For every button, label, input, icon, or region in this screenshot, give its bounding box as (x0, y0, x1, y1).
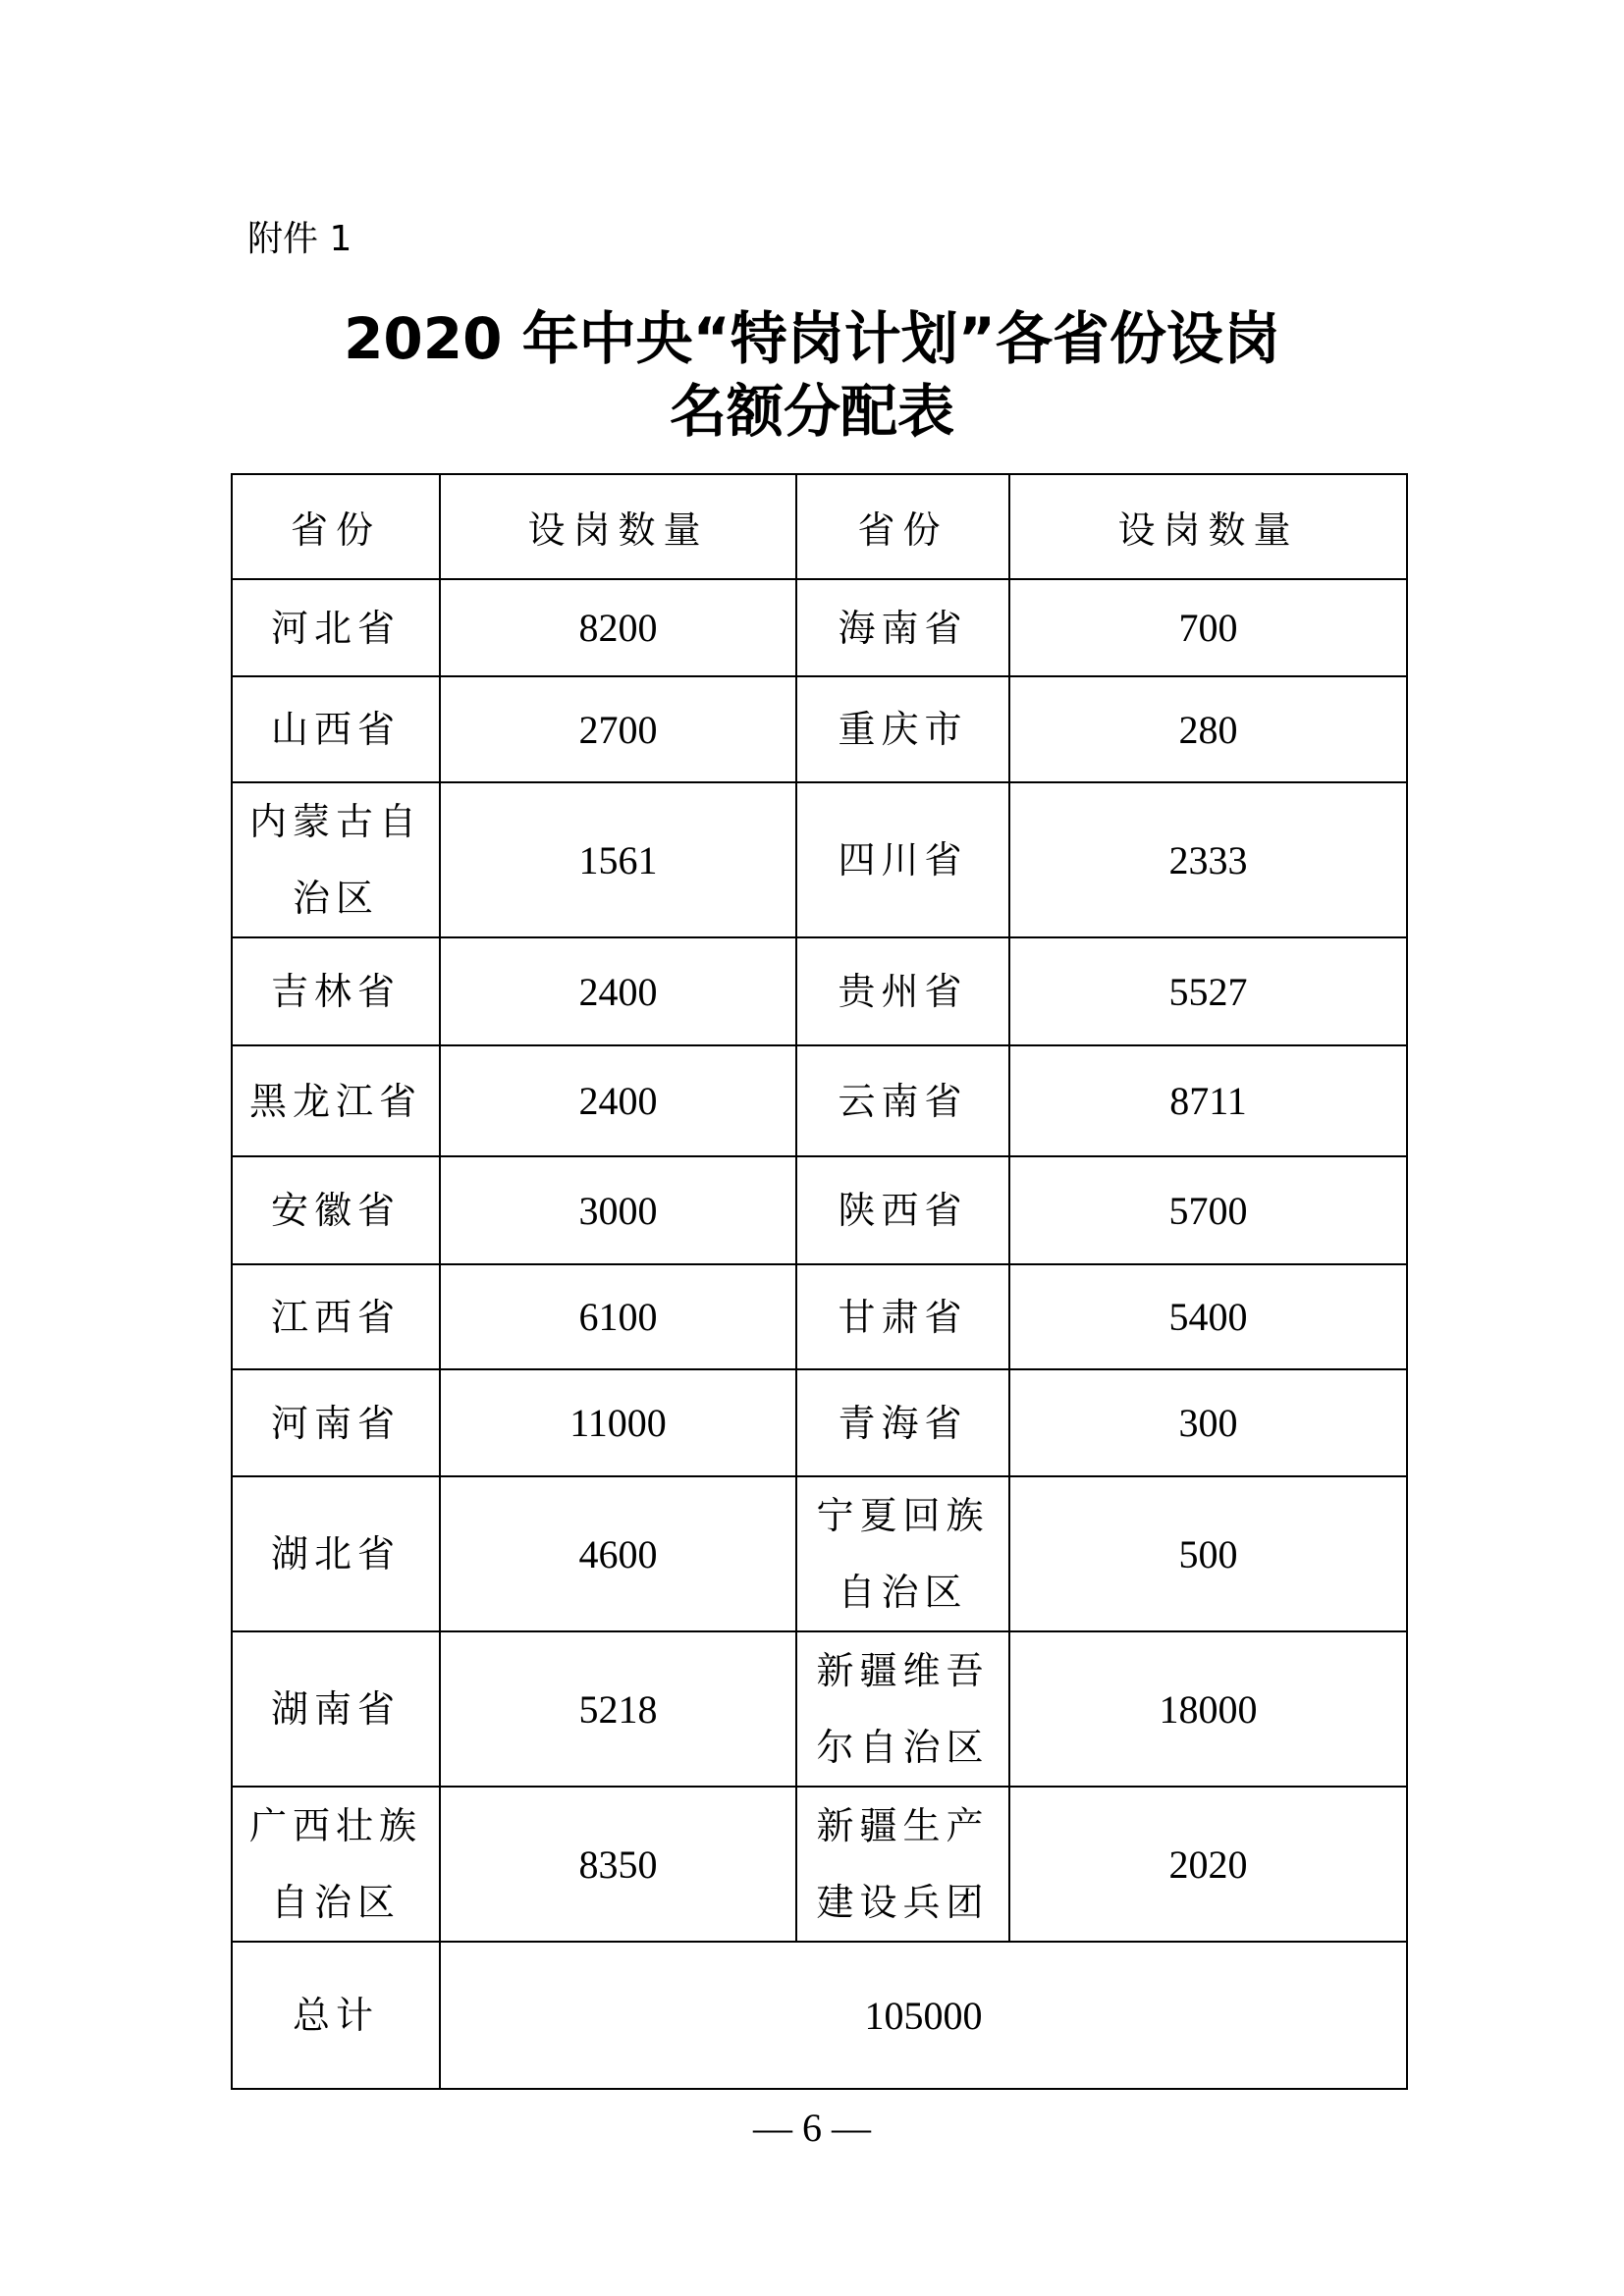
count-cell: 5700 (1009, 1156, 1407, 1264)
province-cell: 甘肃省 (796, 1264, 1009, 1369)
header-province-left: 省份 (232, 474, 440, 579)
table-row (232, 676, 1407, 782)
province-cell: 山西省 (232, 676, 440, 782)
province-cell: 新疆生产建设兵团 (796, 1787, 1009, 1942)
total-value: 105000 (440, 1942, 1407, 2089)
total-row (232, 1942, 1407, 2089)
table-row (232, 1045, 1407, 1156)
table-row (232, 1264, 1407, 1369)
page-number: — 6 — (753, 2106, 871, 2150)
count-cell: 8711 (1009, 1045, 1407, 1156)
count-cell: 5218 (440, 1631, 796, 1787)
count-cell: 2700 (440, 676, 796, 782)
province-cell: 黑龙江省 (232, 1045, 440, 1156)
count-cell: 18000 (1009, 1631, 1407, 1787)
province-cell: 青海省 (796, 1369, 1009, 1476)
header-province-right: 省份 (796, 474, 1009, 579)
count-cell: 11000 (440, 1369, 796, 1476)
table-row (232, 1156, 1407, 1264)
province-cell: 河南省 (232, 1369, 440, 1476)
count-cell: 2400 (440, 1045, 796, 1156)
table-row (232, 1787, 1407, 1942)
province-cell: 四川省 (796, 782, 1009, 937)
province-cell: 江西省 (232, 1264, 440, 1369)
table-row (232, 579, 1407, 676)
quota-allocation-table (231, 473, 1408, 2090)
province-cell: 广西壮族自治区 (232, 1787, 440, 1942)
province-cell: 河北省 (232, 579, 440, 676)
count-cell: 5527 (1009, 937, 1407, 1045)
count-cell: 8350 (440, 1787, 796, 1942)
province-cell: 新疆维吾尔自治区 (796, 1631, 1009, 1787)
header-count-right: 设岗数量 (1009, 474, 1407, 579)
document-title-line-2: 名额分配表 (669, 378, 954, 445)
province-cell: 重庆市 (796, 676, 1009, 782)
table-row (232, 937, 1407, 1045)
province-cell: 内蒙古自治区 (232, 782, 440, 937)
table-row (232, 1476, 1407, 1631)
count-cell: 2400 (440, 937, 796, 1045)
province-cell: 贵州省 (796, 937, 1009, 1045)
count-cell: 4600 (440, 1476, 796, 1631)
table-row (232, 1631, 1407, 1787)
table-header-row (232, 474, 1407, 579)
province-cell: 陕西省 (796, 1156, 1009, 1264)
count-cell: 3000 (440, 1156, 796, 1264)
province-cell: 云南省 (796, 1045, 1009, 1156)
attachment-label: 附件 1 (247, 219, 352, 259)
total-label: 总计 (232, 1942, 440, 2089)
document-title-line-1: 2020 年中央“特岗计划”各省份设岗 (344, 305, 1280, 372)
province-cell: 吉林省 (232, 937, 440, 1045)
count-cell: 8200 (440, 579, 796, 676)
header-count-left: 设岗数量 (440, 474, 796, 579)
province-cell: 安徽省 (232, 1156, 440, 1264)
count-cell: 5400 (1009, 1264, 1407, 1369)
count-cell: 280 (1009, 676, 1407, 782)
count-cell: 6100 (440, 1264, 796, 1369)
count-cell: 2020 (1009, 1787, 1407, 1942)
province-cell: 海南省 (796, 579, 1009, 676)
count-cell: 2333 (1009, 782, 1407, 937)
count-cell: 300 (1009, 1369, 1407, 1476)
table-row (232, 1369, 1407, 1476)
province-cell: 宁夏回族自治区 (796, 1476, 1009, 1631)
table-row (232, 782, 1407, 937)
province-cell: 湖南省 (232, 1631, 440, 1787)
count-cell: 500 (1009, 1476, 1407, 1631)
province-cell: 湖北省 (232, 1476, 440, 1631)
count-cell: 1561 (440, 782, 796, 937)
count-cell: 700 (1009, 579, 1407, 676)
